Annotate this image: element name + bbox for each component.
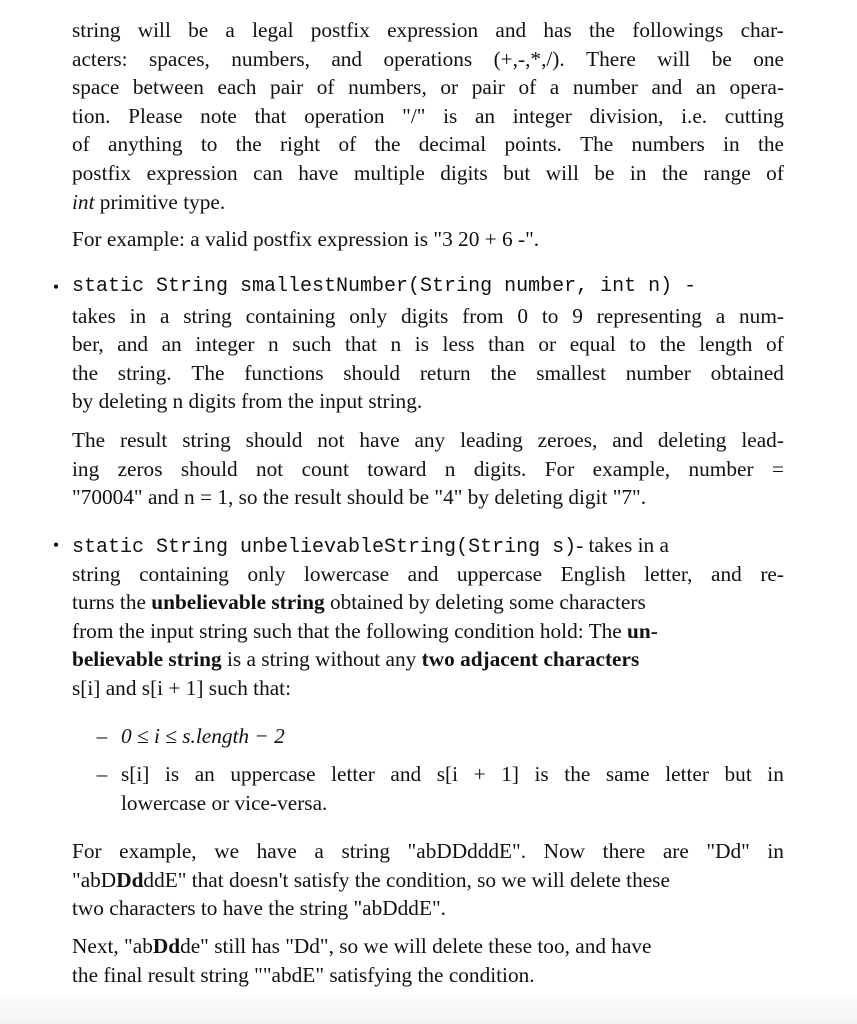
text: turns the [72, 590, 152, 615]
word: Now [543, 839, 586, 863]
word: should [343, 360, 401, 385]
word: not [317, 428, 345, 452]
unbelievable-string-item [72, 531, 784, 703]
word: leading [460, 428, 523, 452]
word: (+,-,*,/). [493, 46, 565, 71]
word: a [314, 839, 324, 863]
word: to [629, 332, 646, 357]
word: we [214, 839, 240, 863]
word: or [440, 75, 459, 100]
word: char- [740, 18, 784, 42]
word: number [625, 360, 691, 385]
word: a [715, 303, 726, 328]
word: number [572, 75, 638, 100]
word: there [602, 839, 646, 863]
condition-2-line: lowercase or vice-versa. [121, 790, 328, 815]
word: of [518, 75, 537, 100]
word: an [695, 75, 716, 100]
text: obtained by deleting some characters [324, 590, 646, 615]
intro-line-last [72, 188, 784, 217]
word: numbers, [231, 46, 310, 71]
word: number [688, 456, 754, 481]
intro-example [72, 225, 784, 254]
condition-1-text: 0 ≤ i ≤ s.length − 2 [121, 724, 285, 748]
word: n [390, 332, 402, 357]
word: be [188, 18, 209, 42]
word: be [594, 160, 615, 185]
text: from the input string such that the following condition hold: The [72, 618, 622, 643]
word: integer [512, 103, 572, 128]
word: but [503, 160, 531, 185]
word: string. [117, 360, 172, 385]
word: that [344, 332, 377, 357]
word: followings [632, 18, 724, 42]
text: de" still has "Dd", so we will delete these too, and have [180, 934, 652, 958]
word: string [183, 303, 232, 328]
unbelievable-sig-line [72, 531, 784, 560]
text: is a string without any [221, 647, 422, 672]
word: string [72, 561, 121, 586]
word: of [766, 332, 784, 357]
intro-line [72, 130, 784, 159]
intro-line [72, 73, 784, 102]
word: between [132, 75, 204, 100]
word: any [414, 428, 446, 452]
word: in [767, 839, 784, 863]
word: string [182, 428, 231, 452]
word: right [279, 132, 321, 157]
unbelievable-line [72, 645, 784, 674]
word: only [349, 303, 388, 328]
word: opera- [729, 75, 784, 100]
word: division, [589, 103, 664, 128]
word: note [200, 103, 237, 128]
word: postfix [310, 18, 370, 42]
dash-bullet: – [96, 724, 108, 748]
word: same [605, 762, 650, 786]
word: an [194, 762, 215, 786]
word: not [256, 456, 284, 481]
word: ing [72, 456, 100, 481]
bold-term: Dd [116, 867, 144, 892]
word: spaces, [148, 46, 210, 71]
word: num- [739, 303, 784, 328]
word: points. [504, 132, 562, 157]
word: the [588, 18, 616, 42]
word: English [560, 561, 626, 586]
word: 0 [517, 303, 528, 328]
word: or [538, 332, 557, 357]
word: the [659, 332, 686, 357]
text: Next, "ab [72, 934, 153, 958]
intro-line [72, 45, 784, 74]
word: = [771, 456, 784, 481]
word: from [462, 303, 504, 328]
word: will [657, 46, 691, 71]
word: in [629, 160, 647, 185]
word: have [359, 428, 400, 452]
word: s[i [436, 762, 459, 786]
word: of [72, 132, 90, 157]
word: less [442, 332, 475, 357]
word: re- [760, 561, 784, 586]
word: uppercase [456, 561, 543, 586]
word: of [338, 132, 357, 157]
word: count [301, 456, 349, 481]
word: postfix [72, 160, 132, 185]
unbelievable-line [72, 588, 784, 617]
word: operation [304, 103, 385, 128]
word: to [541, 303, 559, 328]
word: For [72, 839, 102, 863]
word: and [331, 46, 363, 71]
smallest-line [72, 302, 784, 331]
word: the [661, 160, 688, 185]
example-line [72, 866, 784, 895]
word: to [200, 132, 218, 157]
word: space [72, 75, 120, 100]
word: functions [244, 360, 324, 385]
smallest-line [72, 359, 784, 388]
word: is [164, 762, 180, 786]
condition-2 [121, 760, 784, 817]
word: string [72, 18, 121, 42]
word: in [767, 762, 784, 786]
text: ddE" that doesn't satisfy the condition, so we will delete these [143, 867, 670, 892]
unbelievable-line: s[i] and s[i + 1] such that: [72, 675, 292, 700]
word: the [235, 132, 262, 157]
word: "Dd" [706, 839, 750, 863]
bold-term: two adjacent characters [421, 647, 640, 672]
smallest-p2-line [72, 426, 784, 455]
word: is [443, 103, 458, 128]
word: and [651, 75, 683, 100]
word: and [612, 428, 643, 452]
word: that [254, 103, 287, 128]
word: digits [440, 160, 488, 185]
word: representing [596, 303, 702, 328]
smallest-paragraph-2 [72, 426, 784, 512]
word: For [544, 456, 575, 481]
bullet-unbelievable: • [52, 535, 60, 555]
example-line [72, 837, 784, 866]
word: The [580, 132, 614, 157]
word: acters: [72, 46, 128, 71]
word: numbers [631, 132, 705, 157]
unbelievable-sig-tail: - takes in a [576, 533, 669, 557]
word: a [549, 75, 560, 100]
word: only [247, 561, 286, 586]
condition-1 [121, 722, 784, 751]
word: and [495, 18, 527, 42]
example-line [72, 932, 784, 961]
word: decimal [418, 132, 487, 157]
word: in [129, 303, 147, 328]
word: will [545, 160, 579, 185]
word: an [161, 332, 182, 357]
smallest-line [72, 330, 784, 359]
word: equal [569, 332, 616, 357]
word: zeros [117, 456, 163, 481]
word: the [564, 762, 591, 786]
word: the [72, 360, 99, 385]
word: of [766, 160, 784, 185]
word: obtained [710, 360, 784, 385]
word: containing [139, 561, 229, 586]
word: should [180, 456, 238, 481]
dash-bullet: – [96, 762, 108, 786]
word: "abDDdddE". [407, 839, 527, 863]
word: should [245, 428, 303, 452]
example-paragraph-1 [72, 837, 784, 923]
word: can [253, 160, 283, 185]
unbelievable-line [72, 560, 784, 589]
word: numbers, [348, 75, 427, 100]
example-paragraph-2 [72, 932, 784, 989]
word: such [292, 332, 332, 357]
word: 9 [572, 303, 583, 328]
word: letter [665, 762, 709, 786]
word: example, [592, 456, 671, 481]
word: + [473, 762, 486, 786]
word: is [534, 762, 549, 786]
word: be [711, 46, 732, 71]
word: digits. [473, 456, 527, 481]
word: pair [270, 75, 304, 100]
example-line: the final result string ""abdE" satisfying the condition. [72, 962, 535, 987]
word: is [414, 332, 429, 357]
word: the [490, 360, 517, 385]
word: cutting [724, 103, 784, 128]
smallest-p2-line [72, 455, 784, 484]
word: return [419, 360, 471, 385]
word: length [699, 332, 753, 357]
word: a [159, 303, 170, 328]
word: uppercase [230, 762, 316, 786]
word: letter [331, 762, 375, 786]
word: Please [128, 103, 183, 128]
word: pair [471, 75, 505, 100]
word: a [225, 18, 235, 42]
word: example, [119, 839, 197, 863]
word: each [217, 75, 257, 100]
smallest-line-last: by deleting n digits from the input string. [72, 389, 423, 414]
word: The [191, 360, 225, 385]
word: and [407, 561, 439, 586]
intro-line [72, 102, 784, 131]
example-line: two characters to have the string "abDddE". [72, 896, 446, 921]
text: "abD [72, 867, 117, 892]
smallest-p2-last: "70004" and n = 1, so the result should be "4" by deleting digit "7". [72, 485, 647, 510]
word: multiple [353, 160, 425, 185]
word: zeroes, [537, 428, 598, 452]
bold-term: unbelievable string [151, 590, 325, 615]
word: has [543, 18, 572, 42]
word: integer [195, 332, 255, 357]
word: tion. [72, 103, 111, 128]
word: expression [387, 18, 479, 42]
word: an [474, 103, 496, 128]
word: n [268, 332, 279, 357]
intro-paragraph [72, 16, 784, 216]
word: string [341, 839, 390, 863]
word: s[i] [121, 762, 150, 786]
word: the [757, 132, 784, 157]
word: and [711, 561, 742, 586]
word: containing [245, 303, 336, 328]
word: in [723, 132, 740, 157]
intro-line [72, 16, 784, 45]
word: takes [72, 303, 116, 328]
word: lead- [741, 428, 784, 452]
word: one [753, 46, 784, 71]
intro-example-text: For example: a valid postfix expression is "3 20 + 6 -". [72, 227, 540, 251]
word: will [137, 18, 171, 42]
word: are [662, 839, 689, 863]
word: result [120, 428, 168, 452]
bold-term: Dd [152, 934, 181, 958]
intro-line [72, 159, 784, 188]
word: and [117, 332, 149, 357]
int-keyword: int [72, 189, 95, 214]
word: of [316, 75, 335, 100]
word: deleting [657, 428, 727, 452]
word: There [586, 46, 636, 71]
word: have [298, 160, 339, 185]
word: "/" [402, 103, 426, 128]
word: and [390, 762, 422, 786]
bold-term: believable string [72, 647, 222, 672]
unbelievable-signature: static String unbelievableString(String s) [72, 536, 577, 559]
intro-line-rest: primitive type. [94, 189, 226, 214]
word: toward [367, 456, 427, 481]
condition-2-line [121, 760, 784, 789]
word: have [256, 839, 297, 863]
bold-term: un- [627, 618, 658, 643]
word: 1] [501, 762, 519, 786]
word: range [703, 160, 751, 185]
word: lowercase [303, 561, 390, 586]
word: n [444, 456, 456, 481]
word: operations [383, 46, 473, 71]
word: digits [400, 303, 449, 328]
unbelievable-line [72, 617, 784, 646]
word: The [72, 428, 106, 452]
smallest-signature: static String smallestNumber(String number, int n) - [72, 275, 697, 298]
word: letter, [644, 561, 693, 586]
page-bottom-shadow [0, 990, 857, 1024]
word: i.e. [681, 103, 708, 128]
word: but [724, 762, 752, 786]
word: legal [252, 18, 294, 42]
word: anything [108, 132, 183, 157]
word: the [374, 132, 401, 157]
smallest-number-item [72, 273, 784, 416]
word: expression [146, 160, 238, 185]
word: smallest [536, 360, 607, 385]
word: ber, [72, 332, 104, 357]
bullet-smallest: • [52, 277, 60, 297]
word: than [488, 332, 525, 357]
